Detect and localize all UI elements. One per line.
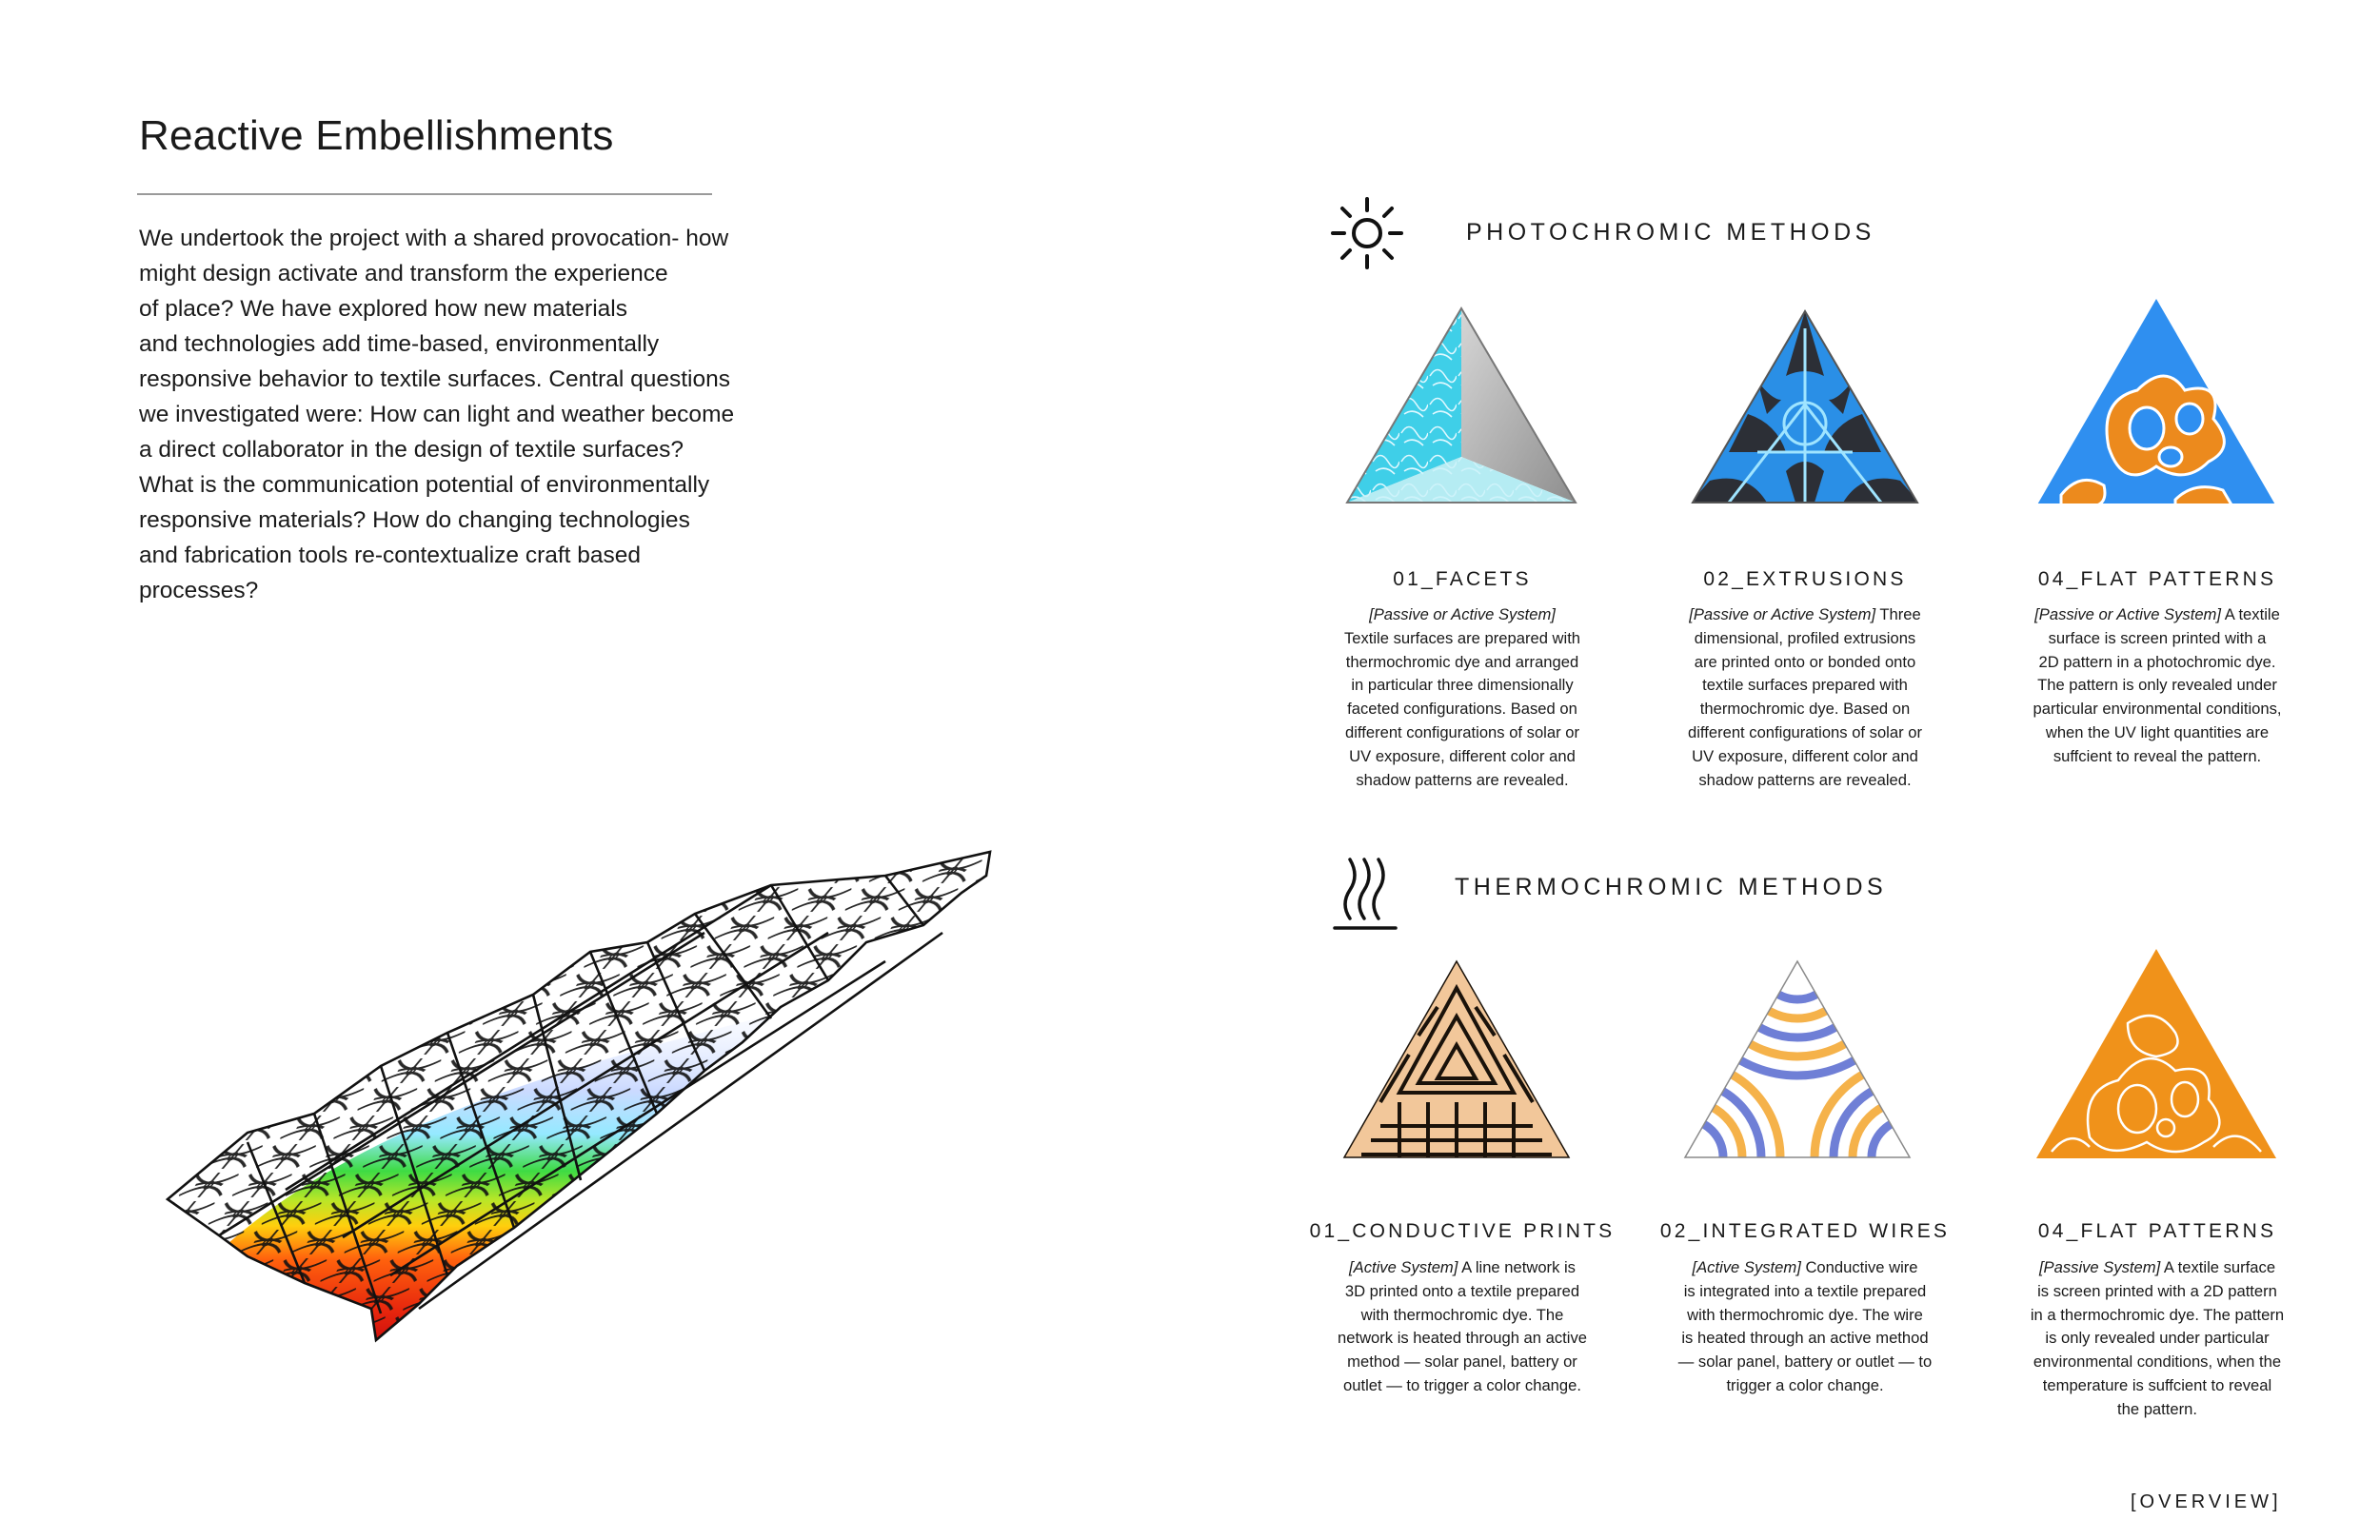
description-line: different configurations of solar or <box>1345 722 1579 741</box>
description-line: The pattern is only revealed under <box>2037 676 2277 695</box>
method-description-flat-patterns <box>2014 603 2300 769</box>
description-line: is heated through an active method <box>1681 1329 1929 1348</box>
description-line: Three <box>1879 605 1921 623</box>
sun-icon <box>1329 195 1405 271</box>
description-line: suffcient to reveal the pattern. <box>2053 746 2262 765</box>
system-tag: [Passive or Active System] <box>1369 605 1556 623</box>
extrusions-triangle-image <box>1691 309 1919 504</box>
method-description-extrusions <box>1662 603 1948 792</box>
description-line: outlet — to trigger a color change. <box>1343 1375 1581 1394</box>
description-line: thermochromic dye and arranged <box>1345 652 1579 671</box>
intro-line: processes? <box>139 578 259 603</box>
description-line: shadow patterns are revealed. <box>1698 770 1912 789</box>
system-tag: [Passive System] <box>2038 1258 2161 1276</box>
description-line: environmental conditions, when the <box>2033 1352 2282 1372</box>
method-title-conductive-prints: 01_CONDUCTIVE PRINTS <box>1309 1220 1616 1242</box>
description-line: textile surfaces prepared with <box>1702 676 1908 695</box>
title-divider <box>137 193 712 195</box>
description-line: trigger a color change. <box>1726 1375 1884 1394</box>
method-title-flat-patterns: 04_FLAT PATTERNS <box>2037 568 2277 590</box>
description-line: temperature is suffcient to reveal <box>2042 1375 2272 1394</box>
system-tag: [Active System] <box>1692 1258 1801 1276</box>
intro-line: responsive behavior to textile surfaces. Central questions <box>139 366 730 392</box>
method-title-flat-patterns-thermo: 04_FLAT PATTERNS <box>2037 1220 2277 1242</box>
method-description-integrated-wires <box>1662 1256 1948 1398</box>
description-line: A textile surface <box>2163 1258 2276 1276</box>
description-line: is only revealed under particular <box>2045 1329 2270 1348</box>
intro-line: and fabrication tools re-contextualize craft based <box>139 543 642 568</box>
description-line: when the UV light quantities are <box>2045 722 2270 741</box>
description-line: in particular three dimensionally <box>1351 676 1574 695</box>
description-line: is screen printed with a 2D pattern <box>2037 1281 2277 1300</box>
description-line: the pattern. <box>2117 1399 2197 1418</box>
method-description-facets <box>1319 603 1605 792</box>
reactive-tile-grid-illustration <box>162 828 1019 1361</box>
method-title-integrated-wires: 02_INTEGRATED WIRES <box>1659 1220 1951 1242</box>
description-line: different configurations of solar or <box>1688 722 1922 741</box>
method-title-extrusions: 02_EXTRUSIONS <box>1703 568 1907 590</box>
description-line: UV exposure, different color and <box>1349 746 1576 765</box>
description-line: with thermochromic dye. The <box>1360 1305 1564 1324</box>
description-line: Textile surfaces are prepared with <box>1343 628 1581 647</box>
description-line: in a thermochromic dye. The pattern <box>2030 1305 2285 1324</box>
description-line: dimensional, profiled extrusions <box>1694 628 1916 647</box>
system-tag: [Active System] <box>1349 1258 1458 1276</box>
description-line: with thermochromic dye. The wire <box>1687 1305 1923 1324</box>
intro-line: What is the communication potential of environmentally <box>139 472 710 498</box>
thermochromic-heading: THERMOCHROMIC METHODS <box>1455 874 1888 900</box>
description-line: method — solar panel, battery or <box>1347 1352 1577 1372</box>
description-line: A line network is <box>1461 1258 1576 1276</box>
description-line: surface is screen printed with a <box>2048 628 2267 647</box>
description-line: shadow patterns are revealed. <box>1356 770 1569 789</box>
photochromic-heading: PHOTOCHROMIC METHODS <box>1466 219 1875 246</box>
description-line: particular environmental conditions, <box>2033 700 2282 719</box>
description-line: Conductive wire <box>1805 1258 1918 1276</box>
page-title: Reactive Embellishments <box>139 112 614 159</box>
conductive-prints-triangle-image <box>1342 959 1571 1159</box>
section-footer-label: [OVERVIEW] <box>2131 1491 2282 1512</box>
description-line: UV exposure, different color and <box>1692 746 1918 765</box>
heat-waves-icon <box>1333 852 1399 933</box>
description-line: are printed onto or bonded onto <box>1694 652 1916 671</box>
intro-line: of place? We have explored how new materials <box>139 296 627 322</box>
integrated-wires-triangle-image <box>1683 959 1912 1159</box>
description-line: — solar panel, battery or outlet — to <box>1677 1352 1933 1372</box>
description-line: 2D pattern in a photochromic dye. <box>2038 652 2276 671</box>
method-description-conductive-prints <box>1319 1256 1605 1398</box>
photochromic-flat-pattern-triangle-image <box>2033 295 2280 506</box>
system-tag: [Passive or Active System] <box>2034 605 2221 623</box>
facets-triangle-image <box>1342 305 1580 504</box>
description-line: 3D printed onto a textile prepared <box>1344 1281 1580 1300</box>
method-description-flat-patterns-thermo <box>2014 1256 2300 1422</box>
description-line: network is heated through an active <box>1338 1329 1587 1348</box>
intro-line: and technologies add time-based, environmentally <box>139 331 660 357</box>
intro-paragraph <box>139 221 735 608</box>
description-line: faceted configurations. Based on <box>1347 700 1577 719</box>
intro-line: We undertook the project with a shared provocation- how <box>139 226 729 251</box>
description-line: A textile <box>2224 605 2280 623</box>
description-line: is integrated into a textile prepared <box>1683 1281 1927 1300</box>
intro-line: responsive materials? How do changing technologies <box>139 507 690 533</box>
thermochromic-flat-pattern-triangle-image <box>2033 947 2280 1161</box>
intro-line: a direct collaborator in the design of textile surfaces? <box>139 437 684 463</box>
intro-line: we investigated were: How can light and weather become <box>139 402 735 427</box>
intro-line: might design activate and transform the experience <box>139 261 668 286</box>
method-title-facets: 01_FACETS <box>1393 568 1532 590</box>
description-line: thermochromic dye. Based on <box>1699 700 1911 719</box>
system-tag: [Passive or Active System] <box>1689 605 1876 623</box>
